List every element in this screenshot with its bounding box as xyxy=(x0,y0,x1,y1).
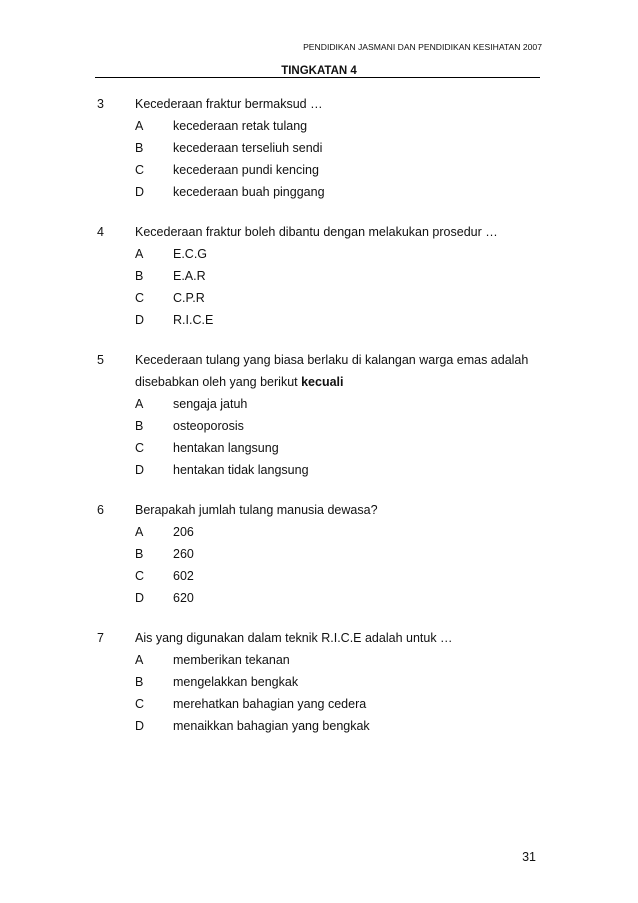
option-letter: D xyxy=(135,185,145,199)
option-letter: D xyxy=(135,591,145,605)
option-text: 206 xyxy=(173,525,194,539)
option-d xyxy=(0,181,638,203)
option-text: C.P.R xyxy=(173,291,205,305)
option-b xyxy=(0,671,638,693)
question-text: Kecederaan fraktur bermaksud … xyxy=(135,97,323,111)
question-6 xyxy=(0,499,638,609)
option-text: 260 xyxy=(173,547,194,561)
form-level-title: TINGKATAN 4 xyxy=(281,65,357,77)
option-text: memberikan tekanan xyxy=(173,653,290,667)
option-text: kecederaan buah pinggang xyxy=(173,185,325,199)
option-letter: C xyxy=(135,163,145,177)
option-text: R.I.C.E xyxy=(173,313,214,327)
question-number: 3 xyxy=(97,97,104,111)
option-c xyxy=(0,437,638,459)
option-text: merehatkan bahagian yang cedera xyxy=(173,697,367,711)
option-d xyxy=(0,715,638,737)
option-letter: C xyxy=(135,441,145,455)
option-letter: B xyxy=(135,419,144,433)
option-d xyxy=(0,587,638,609)
option-letter: B xyxy=(135,547,144,561)
option-letter: A xyxy=(135,653,144,667)
option-a xyxy=(0,649,638,671)
question-number: 4 xyxy=(97,225,104,239)
option-b xyxy=(0,137,638,159)
option-b xyxy=(0,265,638,287)
option-a xyxy=(0,115,638,137)
option-a xyxy=(0,393,638,415)
option-text: 602 xyxy=(173,569,194,583)
question-text-continued xyxy=(135,371,344,393)
option-text: 620 xyxy=(173,591,194,605)
option-letter: C xyxy=(135,569,145,583)
header-divider xyxy=(95,77,540,78)
option-b xyxy=(0,415,638,437)
question-4 xyxy=(0,221,638,331)
question-list xyxy=(0,93,638,755)
option-letter: A xyxy=(135,525,144,539)
question-text: Berapakah jumlah tulang manusia dewasa? xyxy=(135,503,378,517)
option-a xyxy=(0,243,638,265)
option-letter: A xyxy=(135,119,144,133)
page-number: 31 xyxy=(522,850,536,864)
option-letter: D xyxy=(135,313,145,327)
option-letter: D xyxy=(135,463,145,477)
option-a xyxy=(0,521,638,543)
option-text: kecederaan pundi kencing xyxy=(173,163,319,177)
option-text: E.C.G xyxy=(173,247,208,261)
option-c xyxy=(0,159,638,181)
option-c xyxy=(0,565,638,587)
option-letter: B xyxy=(135,141,144,155)
option-text: hentakan langsung xyxy=(173,441,279,455)
option-c xyxy=(0,693,638,715)
question-number: 5 xyxy=(97,353,104,367)
option-text: E.A.R xyxy=(173,269,206,283)
question-number: 7 xyxy=(97,631,104,645)
question-emphasis: kecuali xyxy=(301,375,344,389)
question-text: Kecederaan tulang yang biasa berlaku di kalangan warga emas adalah xyxy=(135,353,529,367)
option-letter: A xyxy=(135,247,144,261)
option-d xyxy=(0,459,638,481)
question-3 xyxy=(0,93,638,203)
option-letter: A xyxy=(135,397,144,411)
question-7 xyxy=(0,627,638,737)
option-text: mengelakkan bengkak xyxy=(173,675,299,689)
question-5 xyxy=(0,349,638,481)
option-c xyxy=(0,287,638,309)
question-text: Ais yang digunakan dalam teknik R.I.C.E adalah untuk … xyxy=(135,631,453,645)
option-d xyxy=(0,309,638,331)
option-letter: C xyxy=(135,291,145,305)
option-text: kecederaan terseliuh sendi xyxy=(173,141,323,155)
option-text: kecederaan retak tulang xyxy=(173,119,308,133)
option-letter: B xyxy=(135,269,144,283)
option-text: hentakan tidak langsung xyxy=(173,463,309,477)
question-text: Kecederaan fraktur boleh dibantu dengan melakukan prosedur … xyxy=(135,225,498,239)
option-text: sengaja jatuh xyxy=(173,397,248,411)
document-header: PENDIDIKAN JASMANI DAN PENDIDIKAN KESIHATAN 2007 xyxy=(303,42,542,52)
option-letter: C xyxy=(135,697,145,711)
option-text: menaikkan bahagian yang bengkak xyxy=(173,719,370,733)
option-letter: B xyxy=(135,675,144,689)
question-number: 6 xyxy=(97,503,104,517)
question-text-line: disebabkan oleh yang berikut xyxy=(135,375,298,389)
option-letter: D xyxy=(135,719,145,733)
option-b xyxy=(0,543,638,565)
option-text: osteoporosis xyxy=(173,419,244,433)
